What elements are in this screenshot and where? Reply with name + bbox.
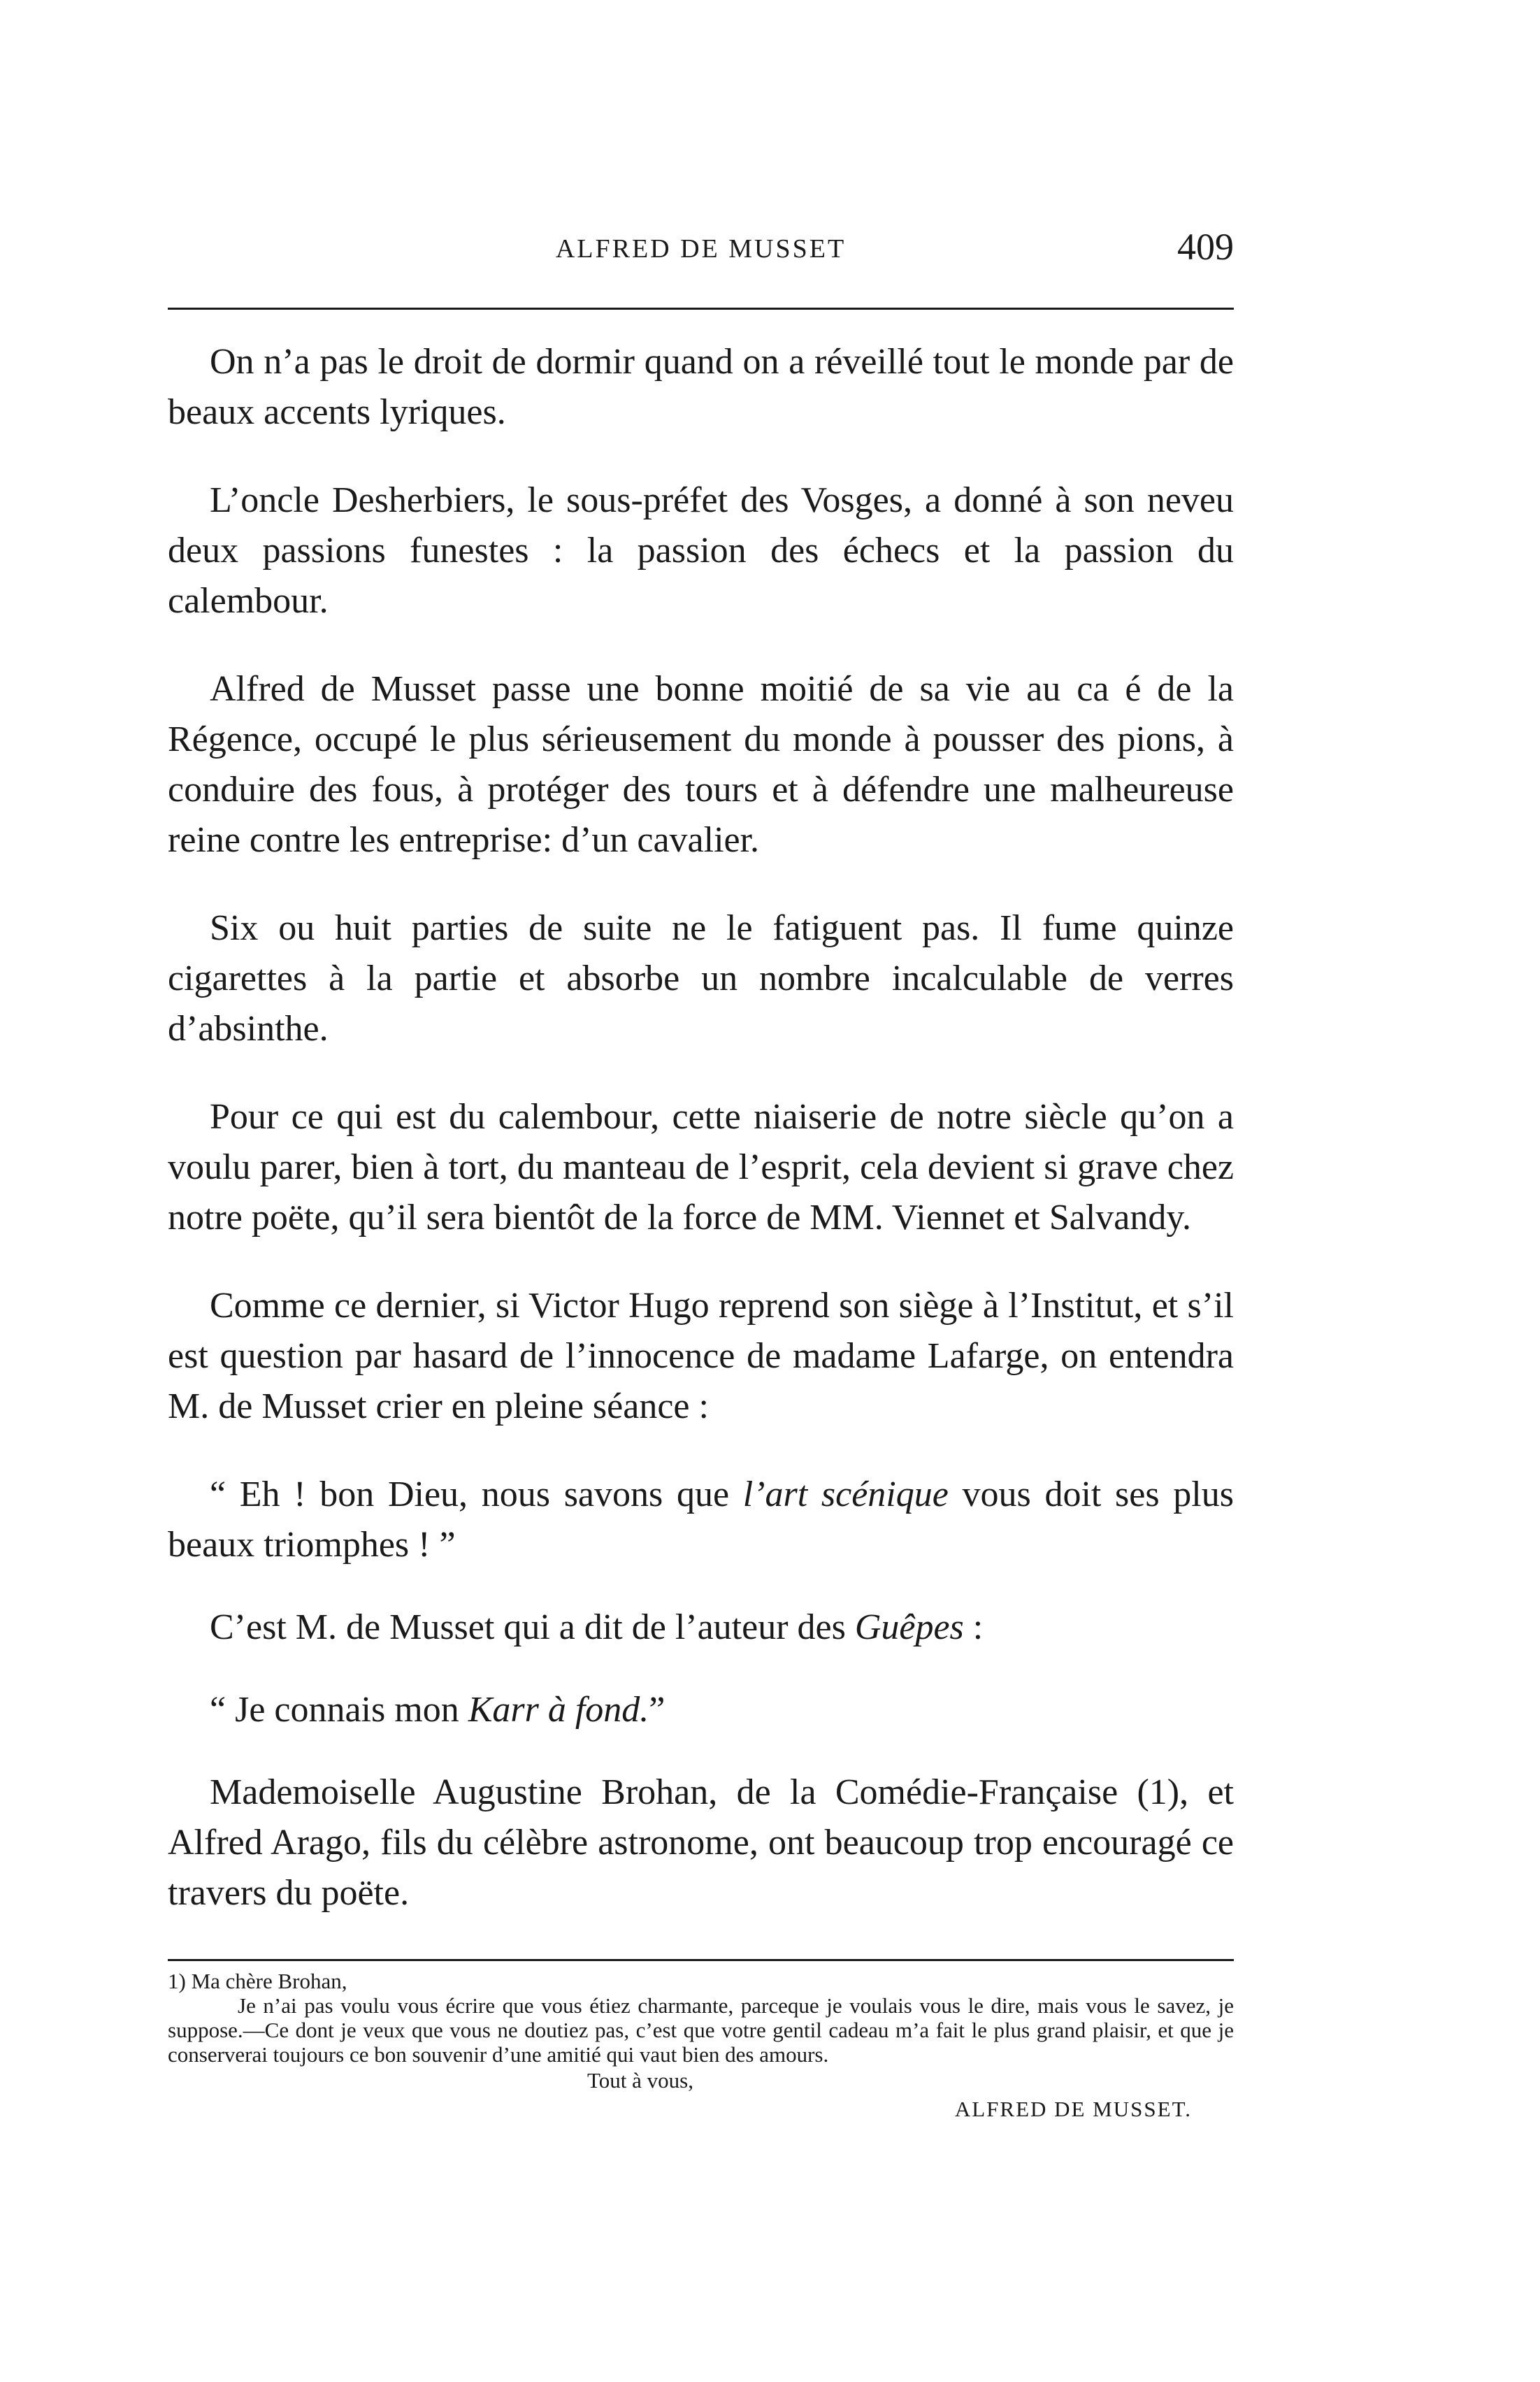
running-title: ALFRED DE MUSSET [555,234,847,264]
quote-paragraph [168,1685,1234,1735]
attribution-italic: Guêpes [854,1607,964,1647]
quote-text: vous doit ses plus beaux triomphes ! ” [168,1475,1234,1565]
quote-italic: Karr à fond. [468,1690,649,1730]
footnote-signature: ALFRED DE MUSSET. [954,2097,1192,2121]
paragraph: L’oncle Desherbiers, le sous-préfet des Vosges, a donné à son neveu deux passions funestes : la passion des échecs et la passion du calembour. [168,480,1234,621]
quote-italic: l’art scénique [742,1475,949,1514]
quote-paragraph [168,1470,1234,1570]
footnote-body: Je n’ai pas voulu vous écrire que vous étiez charmante, parceque je voulais vous le dire, mais vous le savez, je suppose.—Ce dont je veux que vous ne doutiez pas, c’est que votre gentil cadeau m’a fait le plus grand plaisir, et que je conserverai toujours ce bon souvenir d’une amitié qui vaut bien des amours. [168,1993,1234,2067]
quote-text: ” [649,1690,665,1730]
paragraph: On n’a pas le droit de dormir quand on a réveillé tout le monde par de beaux accents lyriques. [168,342,1234,432]
paragraph: Pour ce qui est du calembour, cette niaiserie de notre siècle qu’on a voulu parer, bien à tort, du manteau de l’esprit, cela devient si grave chez notre poëte, qu’il sera bientôt de la force de MM. Viennet et Salvandy. [168,1097,1234,1237]
quote-text: “ Eh ! bon Dieu, nous savons que [210,1475,743,1514]
paragraph: Alfred de Musset passe une bonne moitié de sa vie au ca é de la Régence, occupé le plus sérieusement du monde à pousser des pions, à conduire des fous, à protéger des tours et à défendre une malheureuse reine contre les entreprise: d’un cavalier. [168,669,1234,860]
footnote-salutation: 1) Ma chère Brohan, [168,1969,347,1993]
footnote-closing: Tout à vous, [587,2068,693,2093]
paragraph: Six ou huit parties de suite ne le fatiguent pas. Il fume quinze cigarettes à la partie et absorbe un nombre incalculable de verres d’absinthe. [168,908,1234,1049]
page-header [168,225,1234,281]
paragraph: Mademoiselle Augustine Brohan, de la Comédie-Française (1), et Alfred Arago, fils du célèbre astronome, ont beaucoup trop encouragé ce travers du poëte. [168,1772,1234,1913]
footnote [168,1969,1234,2121]
header-rule [168,308,1234,310]
body-text [168,337,1234,1956]
attribution-text: C’est M. de Musset qui a dit de l’auteur des [210,1607,855,1647]
footnote-rule [168,1959,1234,1961]
paragraph: Comme ce dernier, si Victor Hugo reprend son siège à l’Institut, et s’il est question par hasard de l’innocence de madame Lafarge, on entendra M. de Musset crier en pleine séance : [168,1286,1234,1426]
quote-text: “ Je connais mon [210,1690,468,1730]
attribution-text: : [963,1607,984,1647]
attribution-paragraph [168,1602,1234,1653]
page-number: 409 [1177,226,1234,268]
